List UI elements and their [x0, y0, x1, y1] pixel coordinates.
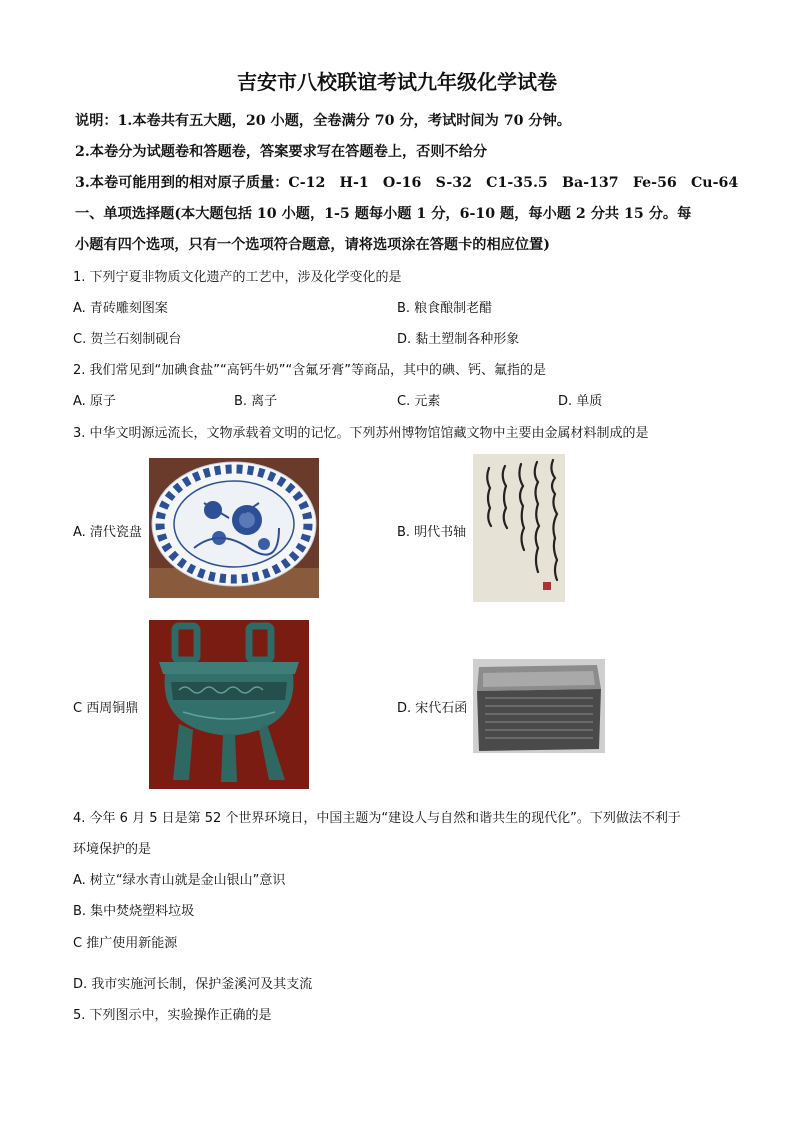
question-3-stem: 3. 中华文明源远流长，文物承载着文明的记忆。下列苏州博物馆馆藏文物中主要由金属材料制成的是 — [73, 426, 649, 441]
question-3-option-b: B. 明代书轴 — [397, 525, 467, 540]
note-3: 3.本卷可能用到的相对原子质量：C-12 H-1 O-16 S-32 C1-35.5 Ba-137 Fe-56 Cu-64 — [75, 175, 739, 191]
question-3-option-a: A. 清代瓷盘 — [73, 525, 142, 540]
question-2-stem: 2. 我们常见到“加碘食盐”“高钙牛奶”“含氟牙膏”等商品，其中的碘、钙、氟指的是 — [73, 363, 546, 378]
question-1-option-d: D. 黏土塑制各种形象 — [397, 332, 520, 347]
section-heading-line-1: 一、单项选择题(本大题包括 10 小题，1-5 题每小题 1 分，6-10 题，每小题 2 分共 15 分。每 — [75, 206, 692, 222]
question-1-stem: 1. 下列宁夏非物质文化遗产的工艺中，涉及化学变化的是 — [73, 270, 402, 285]
question-4-option-c: C 推广使用新能源 — [73, 936, 178, 951]
stone-box-image — [473, 659, 605, 753]
question-2-option-a: A. 原子 — [73, 394, 116, 409]
question-3-option-d: D. 宋代石函 — [397, 701, 468, 716]
question-1-option-b: B. 粮食酿制老醋 — [397, 301, 493, 316]
note-2: 2.本卷分为试题卷和答题卷，答案要求写在答题卷上，否则不给分 — [75, 144, 488, 160]
question-2-option-d: D. 单质 — [558, 394, 603, 409]
question-5-stem: 5. 下列图示中，实验操作正确的是 — [73, 1008, 272, 1023]
question-4-stem-line-2: 环境保护的是 — [73, 842, 152, 857]
question-4-option-b: B. 集中焚烧塑料垃圾 — [73, 904, 195, 919]
page-title: 吉安市八校联谊考试九年级化学试卷 — [237, 70, 557, 94]
section-heading-line-2: 小题有四个选项，只有一个选项符合题意，请将选项涂在答题卡的相应位置) — [75, 237, 550, 253]
question-4-stem-line-1: 4. 今年 6 月 5 日是第 52 个世界环境日，中国主题为“建设人与自然和谐共生的现代化”。下列做法不利于 — [73, 811, 681, 826]
question-4-option-a: A. 树立“绿水青山就是金山银山”意识 — [73, 873, 286, 888]
question-1-option-a: A. 青砖雕刻图案 — [73, 301, 168, 316]
calligraphy-scroll-image — [473, 454, 565, 602]
porcelain-plate-image — [149, 458, 319, 598]
question-3-option-c: C 西周铜鼎 — [73, 701, 139, 716]
question-4-option-d: D. 我市实施河长制，保护釜溪河及其支流 — [73, 977, 313, 992]
note-1: 说明：1.本卷共有五大题，20 小题，全卷满分 70 分，考试时间为 70 分钟。 — [75, 113, 571, 129]
question-2-option-c: C. 元素 — [397, 394, 441, 409]
question-1-option-c: C. 贺兰石刻制砚台 — [73, 332, 182, 347]
bronze-ding-image — [149, 620, 309, 789]
question-2-option-b: B. 离子 — [234, 394, 278, 409]
